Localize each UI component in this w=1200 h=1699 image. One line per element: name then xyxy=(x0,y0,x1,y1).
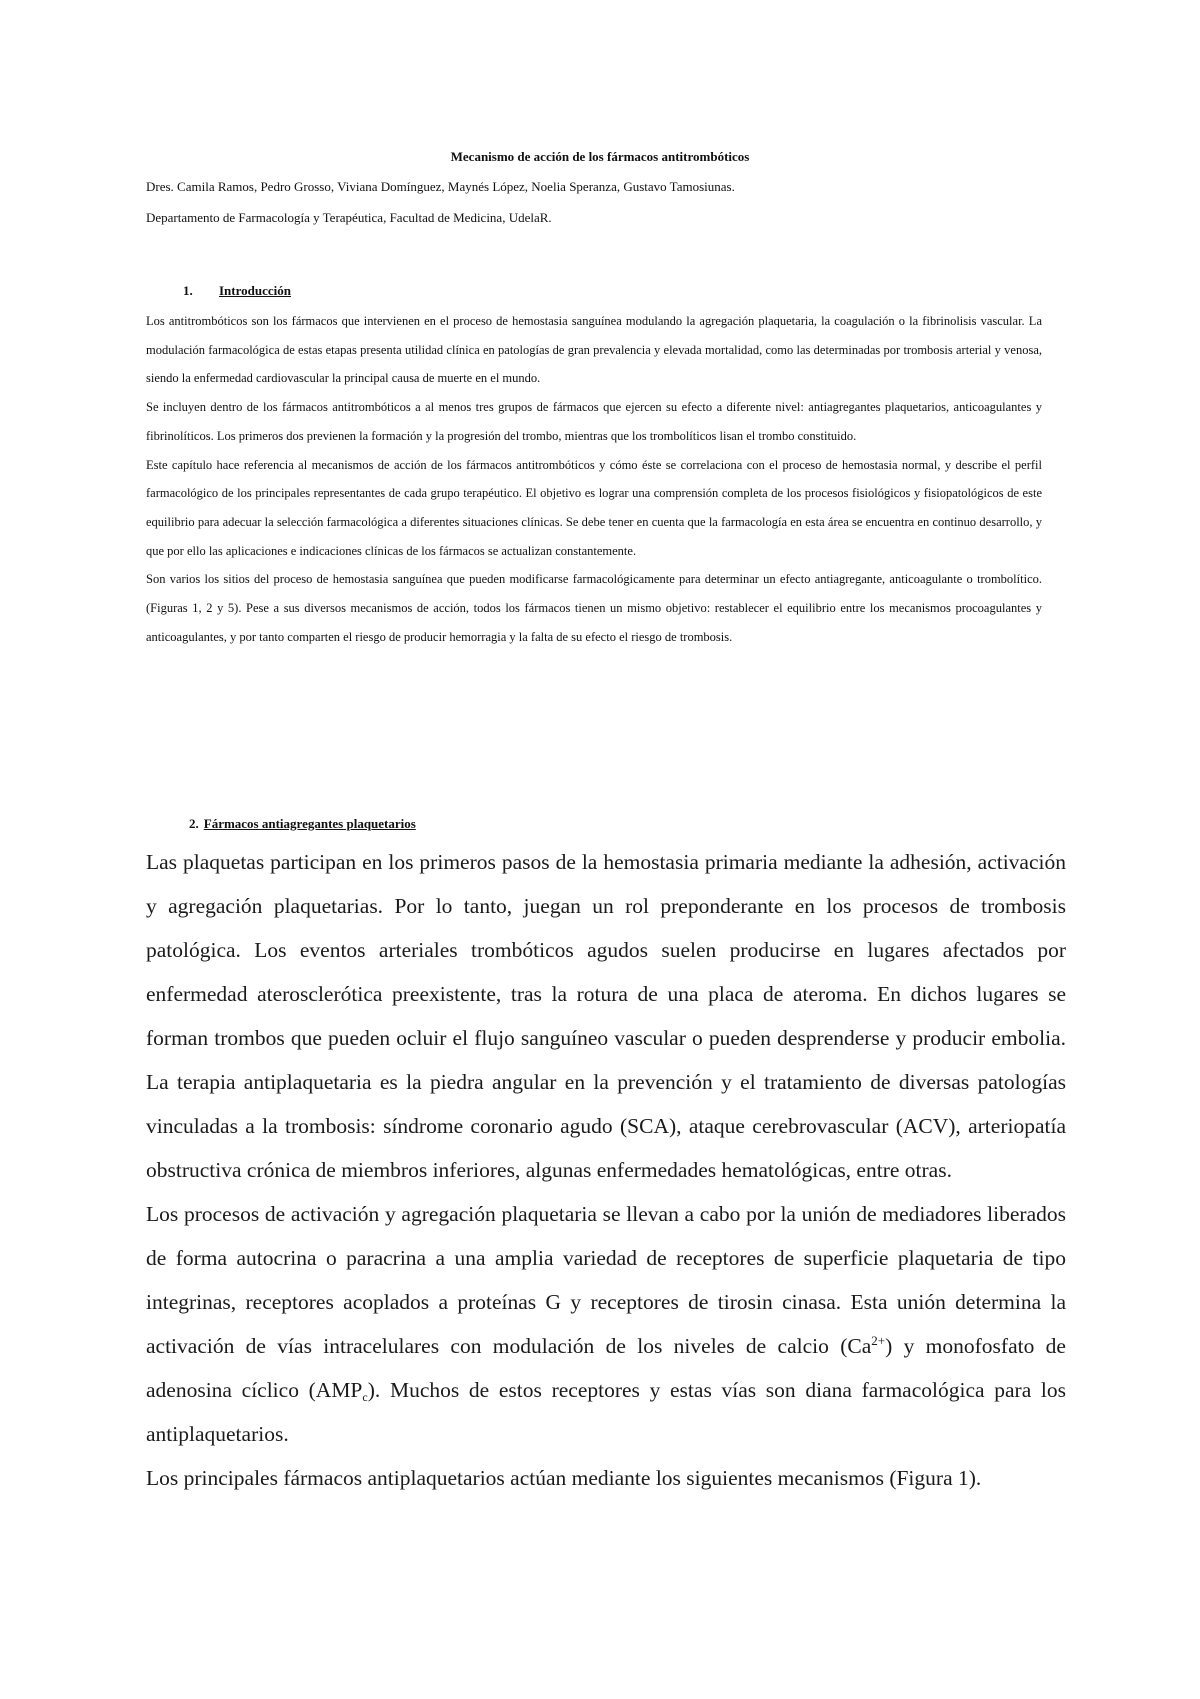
section-2-number: 2. xyxy=(189,816,199,831)
section-2-title: Fármacos antiagregantes plaquetarios xyxy=(203,816,416,831)
text-run: ) y monofosfato de adenosina cíclico (AMP xyxy=(146,1334,1066,1402)
intro-paragraph: Este capítulo hace referencia al mecanismos de acción de los fármacos antitrombóticos y cómo éste se correlaciona con el proceso de hemostasia normal, y describe el perfil farmacológico de los principales representantes de cada grupo terapéutico. El objetivo es lograr una comprensión completa de los procesos fisiológicos y fisiopatológicos de este equilibrio para adecuar la selección farmacológica a diferentes situaciones clínicas. Se debe tener en cuenta que la farmacología en esta área se encuentra en continuo desarrollo, y que por ello las aplicaciones e indicaciones clínicas de los fármacos se actualizan constantemente. xyxy=(146,457,1042,558)
superscript: 2+ xyxy=(871,1333,886,1348)
intro-paragraph: Se incluyen dentro de los fármacos antitrombóticos a al menos tres grupos de fármacos que ejercen su efecto a diferente nivel: antiagregantes plaquetarios, anticoagulantes y fibrinolíticos. Los primeros dos previenen la formación y la progresión del trombo, mientras que los trombolíticos lisan el trombo constituido. xyxy=(146,400,1042,443)
introduction-body xyxy=(146,307,1042,651)
section-1-heading xyxy=(183,282,291,300)
section-2-heading xyxy=(189,815,416,833)
text-run: Los procesos de activación y agregación plaquetaria se llevan a cabo por la unión de mediadores liberados de forma autocrina o paracrina a una amplia variedad de receptores de superficie plaquetaria de tipo integrinas, receptores acoplados a proteínas G y receptores de tirosin cinasa. Esta unión determina la activación de vías intracelulares con modulación de los niveles de calcio (Ca xyxy=(146,1202,1066,1358)
text-run: ). Muchos de estos receptores y estas vías son diana farmacológica para los antiplaquetarios. xyxy=(146,1378,1067,1446)
antiplatelet-paragraph: Las plaquetas participan en los primeros pasos de la hemostasia primaria mediante la adhesión, activación y agregación plaquetarias. Por lo tanto, juegan un rol preponderante en los procesos de trombosis patológica. Los eventos arteriales trombóticos agudos suelen producirse en lugares afectados por enfermedad aterosclerótica preexistente, tras la rotura de una placa de ateroma. En dichos lugares se forman trombos que pueden ocluir el flujo sanguíneo vascular o pueden desprenderse y producir embolia. La terapia antiplaquetaria es la piedra angular en la prevención y el tratamiento de diversas patologías vinculadas a la trombosis: síndrome coronario agudo (SCA), ataque cerebrovascular (ACV), arteriopatía obstructiva crónica de miembros inferiores, algunas enfermedades hematológicas, entre otras. xyxy=(146,850,1066,1182)
document-title: Mecanismo de acción de los fármacos antitrombóticos xyxy=(450,149,750,164)
subscript: c xyxy=(362,1390,368,1404)
intro-paragraph: Son varios los sitios del proceso de hemostasia sanguínea que pueden modificarse farmacológicamente para determinar un efecto antiagregante, anticoagulante o trombolítico. (Figuras 1, 2 y 5). Pese a sus diversos mecanismos de acción, todos los fármacos tienen un mismo objetivo: restablecer el equilibrio entre los mecanismos procoagulantes y anticoagulantes, y por tanto comparten el riesgo de producir hemorragia y la falta de su efecto el riesgo de trombosis. xyxy=(146,572,1042,644)
section-1-number: 1. xyxy=(183,283,193,298)
antiplatelet-paragraph: Los principales fármacos antiplaquetarios actúan mediante los siguientes mecanismos (Figura 1). xyxy=(146,1466,982,1490)
affiliation-line: Departamento de Farmacología y Terapéutica, Facultad de Medicina, UdelaR. xyxy=(146,210,552,225)
antiplatelet-body xyxy=(146,840,1066,1500)
intro-paragraph: Los antitrombóticos son los fármacos que intervienen en el proceso de hemostasia sanguínea modulando la agregación plaquetaria, la coagulación o la fibrinolisis vascular. La modulación farmacológica de estas etapas presenta utilidad clínica en patologías de gran prevalencia y elevada mortalidad, como las determinadas por trombosis arterial y venosa, siendo la enfermedad cardiovascular la principal causa de muerte en el mundo. xyxy=(146,314,1042,386)
section-1-title: Introducción xyxy=(219,283,291,298)
antiplatelet-paragraph xyxy=(146,1192,1066,1456)
authors-line: Dres. Camila Ramos, Pedro Grosso, Viviana Domínguez, Maynés López, Noelia Speranza, Gustavo Tamosiunas. xyxy=(146,179,735,194)
